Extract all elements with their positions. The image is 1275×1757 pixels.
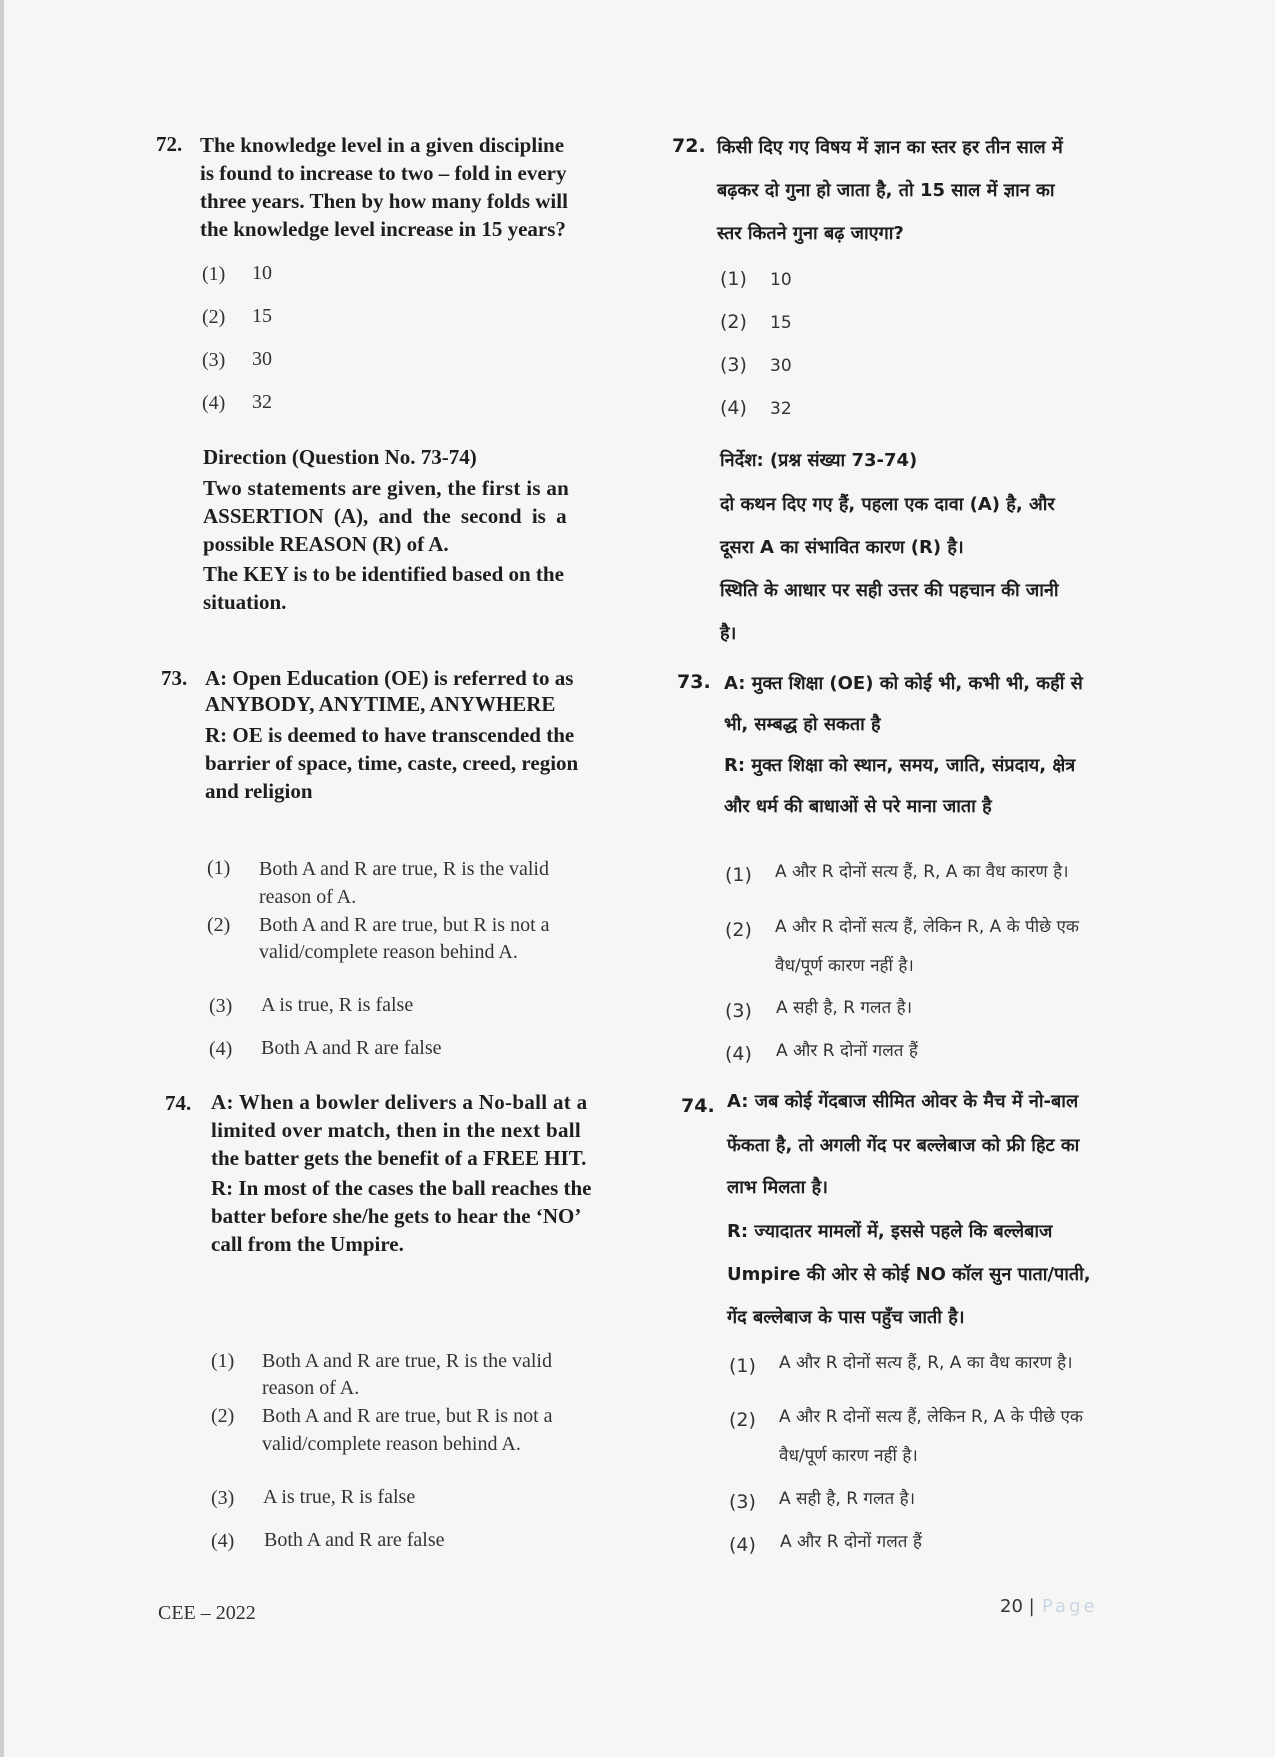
option-text: A is true, R is false <box>261 994 414 1016</box>
direction-line: स्थिति के आधार पर सही उत्तर की पहचान की जानी <box>720 580 1059 601</box>
option-number: (1) <box>720 268 747 290</box>
option-number: (2) <box>729 1409 756 1431</box>
option-text: 30 <box>252 348 272 370</box>
option-number: (4) <box>720 397 747 419</box>
question-line: limited over match, then in the next ball <box>211 1118 582 1142</box>
option-text: reason of A. <box>262 1377 360 1399</box>
option-number: (4) <box>729 1534 756 1556</box>
option-number: (1) <box>202 263 226 285</box>
question-line: the batter gets the benefit of a FREE HIT. <box>211 1146 587 1170</box>
option-text: reason of A. <box>259 886 357 908</box>
question-line: batter before she/he gets to hear the ‘NO’ <box>211 1204 582 1228</box>
option-number: (1) <box>211 1350 235 1372</box>
option-text: वैध/पूर्ण कारण नहीं है। <box>779 1446 918 1466</box>
question-line: A: जब कोई गेंदबाज सीमित ओवर के मैच में नो-बाल <box>727 1091 1079 1112</box>
question-line: Umpire की ओर से कोई NO कॉल सुन पाता/पाती, <box>727 1264 1091 1285</box>
option-text: A और R दोनों गलत हैं <box>776 1041 918 1061</box>
option-text: A और R दोनों गलत हैं <box>780 1532 922 1552</box>
question-line: फेंकता है, तो अगली गेंद पर बल्लेबाज को फ्री हिट का <box>727 1135 1080 1156</box>
option-number: (1) <box>729 1355 756 1377</box>
direction-line: possible REASON (R) of A. <box>203 532 449 556</box>
option-number: (3) <box>720 354 747 376</box>
question-line: और धर्म की बाधाओं से परे माना जाता है <box>724 796 992 817</box>
question-line: लाभ मिलता है। <box>727 1177 828 1198</box>
option-number: (2) <box>725 919 752 941</box>
page-number: 20 | <box>1000 1596 1035 1617</box>
question-line: A: When a bowler delivers a No-ball at a <box>211 1090 588 1114</box>
option-text: A और R दोनों सत्य हैं, लेकिन R, A के पीछे एक <box>775 917 1079 937</box>
question-line: call from the Umpire. <box>211 1232 404 1256</box>
question-line: A: Open Education (OE) is referred to as <box>205 666 574 690</box>
option-number: (4) <box>209 1038 233 1060</box>
direction-line: The KEY is to be identified based on the <box>203 562 564 586</box>
option-text: 10 <box>770 270 792 290</box>
question-line: भी, सम्बद्ध हो सकता है <box>724 714 881 735</box>
option-text: Both A and R are true, R is the valid <box>259 858 549 880</box>
option-text: Both A and R are false <box>264 1529 445 1551</box>
option-text: A और R दोनों सत्य हैं, R, A का वैध कारण है। <box>779 1353 1073 1373</box>
option-text: वैध/पूर्ण कारण नहीं है। <box>775 956 914 976</box>
question-line: ANYBODY, ANYTIME, ANYWHERE <box>205 692 556 716</box>
page-word: Page <box>1042 1596 1098 1617</box>
option-number: (3) <box>211 1487 235 1509</box>
option-number: (2) <box>202 306 226 328</box>
option-text: Both A and R are true, but R is not a <box>262 1405 553 1427</box>
question-line: R: मुक्त शिक्षा को स्थान, समय, जाति, संप्रदाय, क्षेत्र <box>724 755 1076 776</box>
question-number: 73. <box>677 671 711 693</box>
option-text: Both A and R are true, R is the valid <box>262 1350 552 1372</box>
question-number: 74. <box>681 1095 715 1117</box>
option-text: Both A and R are true, but R is not a <box>259 914 550 936</box>
option-text: 15 <box>252 305 272 327</box>
option-number: (1) <box>725 864 752 886</box>
direction-heading: Direction (Question No. 73-74) <box>203 445 477 469</box>
question-line: A: मुक्त शिक्षा (OE) को कोई भी, कभी भी, कहीं से <box>724 673 1083 694</box>
option-text: A और R दोनों सत्य हैं, R, A का वैध कारण है। <box>775 862 1069 882</box>
direction-line: Two statements are given, the first is an <box>203 476 570 500</box>
question-line: किसी दिए गए विषय में ज्ञान का स्तर हर तीन साल में <box>717 137 1063 158</box>
option-text: 30 <box>770 356 792 376</box>
option-number: (3) <box>725 1000 752 1022</box>
question-line: बढ़कर दो गुना हो जाता है, तो 15 साल में ज्ञान का <box>717 180 1055 201</box>
question-line: गेंद बल्लेबाज के पास पहुँच जाती है। <box>727 1307 965 1328</box>
question-line: three years. Then by how many folds will <box>200 189 568 213</box>
option-text: 15 <box>770 313 792 333</box>
question-line: स्तर कितने गुना बढ़ जाएगा? <box>717 223 904 244</box>
question-number: 72. <box>156 132 183 156</box>
option-number: (2) <box>211 1405 235 1427</box>
question-line: The knowledge level in a given discipline <box>200 133 565 157</box>
option-text: valid/complete reason behind A. <box>262 1433 521 1455</box>
option-text: 10 <box>252 262 272 284</box>
exam-code: CEE – 2022 <box>158 1602 256 1624</box>
option-text: A और R दोनों सत्य हैं, लेकिन R, A के पीछे एक <box>779 1407 1083 1427</box>
option-text: A सही है, R गलत है। <box>779 1489 916 1509</box>
option-number: (2) <box>720 311 747 333</box>
direction-heading: निर्देश: (प्रश्न संख्या 73-74) <box>720 450 918 471</box>
option-number: (4) <box>211 1530 235 1552</box>
option-number: (4) <box>202 392 226 414</box>
question-line: R: ज्यादातर मामलों में, इससे पहले कि बल्लेबाज <box>727 1221 1053 1242</box>
option-number: (2) <box>207 914 231 936</box>
option-number: (3) <box>202 349 226 371</box>
question-line: R: In most of the cases the ball reaches the <box>211 1176 592 1200</box>
option-number: (4) <box>725 1043 752 1065</box>
scan-page-edge <box>0 0 4 1757</box>
direction-line: ASSERTION (A), and the second is a <box>203 504 567 528</box>
option-text: A सही है, R गलत है। <box>776 998 913 1018</box>
option-text: valid/complete reason behind A. <box>259 941 518 963</box>
question-line: and religion <box>205 779 313 803</box>
question-number: 72. <box>672 135 706 157</box>
direction-line: है। <box>720 623 737 644</box>
question-number: 73. <box>161 666 188 690</box>
option-text: Both A and R are false <box>261 1037 442 1059</box>
direction-line: दूसरा A का संभावित कारण (R) है। <box>720 537 964 558</box>
option-number: (3) <box>729 1491 756 1513</box>
question-line: is found to increase to two – fold in every <box>200 161 567 185</box>
direction-line: situation. <box>203 590 287 614</box>
option-text: A is true, R is false <box>263 1486 416 1508</box>
direction-line: दो कथन दिए गए हैं, पहला एक दावा (A) है, और <box>720 494 1055 515</box>
question-line: barrier of space, time, caste, creed, region <box>205 751 579 775</box>
option-text: 32 <box>252 391 272 413</box>
option-number: (3) <box>209 995 233 1017</box>
option-number: (1) <box>207 857 231 879</box>
option-text: 32 <box>770 399 792 419</box>
question-line: the knowledge level increase in 15 years? <box>200 217 566 241</box>
question-line: R: OE is deemed to have transcended the <box>205 723 575 747</box>
question-number: 74. <box>165 1091 192 1115</box>
